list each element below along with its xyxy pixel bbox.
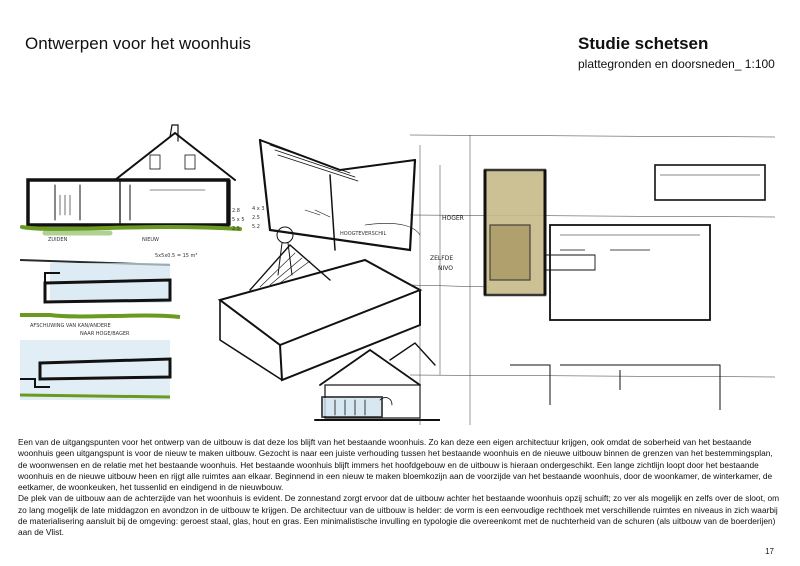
label-dim-b: 5 x 5: [232, 217, 245, 223]
label-overgang: AFSCHUWING VAN KAN/ANDERE: [30, 323, 111, 329]
label-hoger: HOGER: [442, 215, 464, 222]
sketch-plan-bottom: [510, 365, 720, 410]
label-zelfde: ZELFDE: [430, 255, 454, 262]
page-number: 17: [765, 547, 774, 556]
sketch-plan-addition: [485, 170, 545, 295]
label-nieuw: NIEUW: [142, 237, 159, 243]
label-dim-d: 4 x 3: [252, 206, 265, 212]
sketch-section-bottom: [20, 340, 170, 400]
label-overgang-2: NAAR HOGE/BAGER: [80, 331, 130, 337]
label-hoogteverschil: HOOGTEVERSCHIL: [340, 231, 387, 237]
label-dim-a: 2.8: [232, 208, 240, 214]
sketch-right-plan: [410, 125, 775, 430]
label-dim-c: 2.5: [232, 226, 240, 232]
sketch-left-elevations: [20, 115, 440, 435]
paragraph-2: De plek van de uitbouw aan de achterzijde van het woonhuis is evident. De zonnestand zorgt ervoor dat de uitbouw achter het bestaande woonhuis opzij schuift; zo ver als mogelijk en zelfs over de sloot, om zo lang mogelijk de late middagzon en avondzon in de uitbouw te krijgen. De architectuur van de uitbouw is helder: de vorm is een eenvoudige rechthoek met verschillende ruimtes en niveaus in zich waarbij de materialisering aansluit bij de omgeving: geroest staal, glas, hout en gras. Een minimalistische invulling en typologie die overeenkomt met de nuchterheid van de schuren (als uitbouw van de boerderijen) aan de Vlist.: [18, 493, 780, 538]
label-dim-f: 5.2: [252, 224, 260, 230]
sketch-section-water: [20, 260, 180, 317]
label-zuiden: ZUIDEN: [48, 237, 68, 243]
label-dimensions: 5x5x0.5 = 15 m³: [155, 253, 198, 259]
sketch-plan-existing-house: [545, 225, 710, 320]
page-title: Ontwerpen voor het woonhuis: [25, 34, 251, 53]
section-title: Studie schetsen: [578, 34, 709, 53]
label-dim-e: 2.5: [252, 215, 260, 221]
sketch-perspective-box: [220, 227, 420, 380]
section-subtitle: plattegronden en doorsneden_ 1:100: [578, 57, 775, 71]
sketch-house-elevation: [22, 125, 240, 233]
paragraph-1: Een van de uitgangspunten voor het ontwerp van de uitbouw is dat deze los blijft van het bestaande woonhuis. Zo kan deze een eigen architectuur krijgen, ook omdat de soberheid van het bestaande woonhuis geen uitgangspunt is voor de nieuw te maken uitbouw. Gezocht is naar een juiste verhouding tussen het bestaande woonhuis en de nieuwe uitbouw binnen de grenzen van het bestemmingsplan, de woonwensen en de relatie met het bestaande woonhuis. Het bestaande woonhuis blijft immers het hoofdgebouw en de uitbouw is hieraan ondergeschikt. Een lange zichtlijn loopt door het bestaande woonhuis en de nieuwe uitbouw heen en rijgt alle ruimtes aan elkaar. Beginnend in een nieuw te maken bloemkozijn aan de voorzijde van het bestaande woonhuis, door de woonkamer, de winterkamer, de eetkamer, de woonkeuken, het tussenlid en eindigend in de nieuwbouw.: [18, 437, 773, 493]
label-niveau: NIVO: [438, 265, 453, 272]
sketch-plan-outbuilding: [655, 165, 765, 200]
description-text: [18, 437, 780, 539]
